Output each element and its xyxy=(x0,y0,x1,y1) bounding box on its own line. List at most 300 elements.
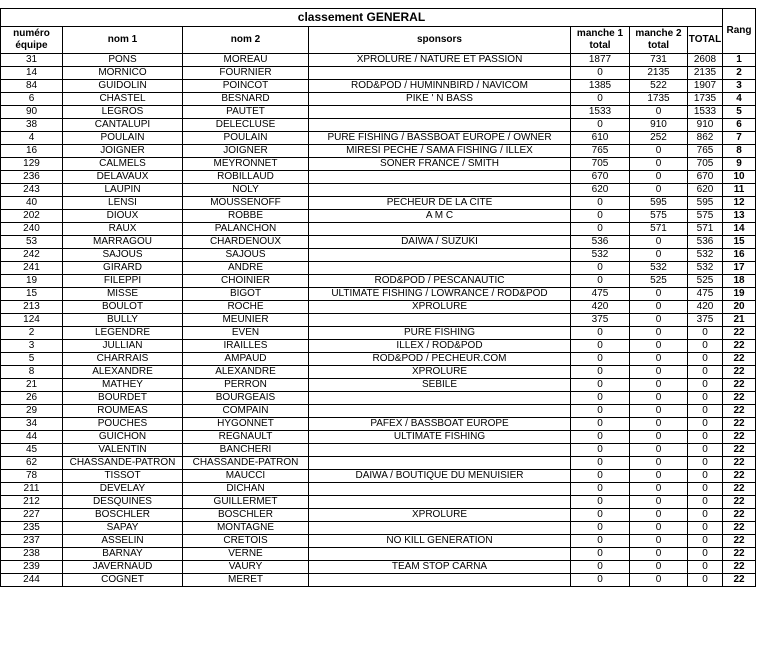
cell-nom2: BOURGEAIS xyxy=(183,392,309,405)
cell-numero: 19 xyxy=(1,275,63,288)
cell-nom1: VALENTIN xyxy=(63,444,183,457)
cell-numero: 2 xyxy=(1,327,63,340)
cell-numero: 78 xyxy=(1,470,63,483)
table-row xyxy=(1,561,756,574)
cell-rang: 2 xyxy=(723,67,756,80)
cell-sponsors: TEAM STOP CARNA xyxy=(309,561,571,574)
cell-rang: 22 xyxy=(723,405,756,418)
cell-manche2: 0 xyxy=(630,574,688,587)
cell-rang: 15 xyxy=(723,236,756,249)
cell-nom1: ROUMEAS xyxy=(63,405,183,418)
cell-rang: 22 xyxy=(723,418,756,431)
cell-nom2: GUILLERMET xyxy=(183,496,309,509)
cell-numero: 243 xyxy=(1,184,63,197)
cell-numero: 227 xyxy=(1,509,63,522)
cell-manche2: 0 xyxy=(630,327,688,340)
cell-manche1: 0 xyxy=(571,470,630,483)
cell-total: 571 xyxy=(688,223,723,236)
cell-sponsors xyxy=(309,262,571,275)
cell-sponsors: ULTIMATE FISHING / LOWRANCE / ROD&POD xyxy=(309,288,571,301)
cell-manche2: 910 xyxy=(630,119,688,132)
cell-nom2: CHASSANDE-PATRON xyxy=(183,457,309,470)
cell-sponsors: SONER FRANCE / SMITH xyxy=(309,158,571,171)
cell-nom2: ROBBE xyxy=(183,210,309,223)
col-header-total: TOTAL xyxy=(688,27,723,54)
cell-nom2: MOREAU xyxy=(183,54,309,67)
table-row xyxy=(1,145,756,158)
cell-manche2: 731 xyxy=(630,54,688,67)
cell-total: 575 xyxy=(688,210,723,223)
cell-nom2: DELECLUSE xyxy=(183,119,309,132)
table-row xyxy=(1,574,756,587)
cell-nom2: COMPAIN xyxy=(183,405,309,418)
col-header-rang: Rang xyxy=(723,9,756,54)
cell-numero: 244 xyxy=(1,574,63,587)
cell-manche2: 0 xyxy=(630,548,688,561)
cell-total: 0 xyxy=(688,379,723,392)
table-row xyxy=(1,353,756,366)
col-header-manche2-label: manche 2 total xyxy=(635,28,682,51)
cell-sponsors xyxy=(309,171,571,184)
table-row xyxy=(1,197,756,210)
cell-manche1: 765 xyxy=(571,145,630,158)
table-row xyxy=(1,327,756,340)
cell-nom1: CALMELS xyxy=(63,158,183,171)
cell-rang: 22 xyxy=(723,392,756,405)
table-row xyxy=(1,132,756,145)
cell-sponsors xyxy=(309,119,571,132)
cell-rang: 11 xyxy=(723,184,756,197)
cell-sponsors xyxy=(309,496,571,509)
table-row xyxy=(1,158,756,171)
cell-numero: 38 xyxy=(1,119,63,132)
cell-rang: 16 xyxy=(723,249,756,262)
cell-numero: 40 xyxy=(1,197,63,210)
cell-manche2: 0 xyxy=(630,171,688,184)
cell-sponsors xyxy=(309,392,571,405)
cell-rang: 22 xyxy=(723,548,756,561)
cell-nom2: BOSCHLER xyxy=(183,509,309,522)
cell-total: 0 xyxy=(688,327,723,340)
cell-numero: 5 xyxy=(1,353,63,366)
cell-total: 0 xyxy=(688,535,723,548)
cell-manche2: 0 xyxy=(630,314,688,327)
cell-numero: 26 xyxy=(1,392,63,405)
cell-numero: 129 xyxy=(1,158,63,171)
cell-manche2: 0 xyxy=(630,236,688,249)
cell-numero: 15 xyxy=(1,288,63,301)
cell-rang: 22 xyxy=(723,444,756,457)
cell-nom2: HYGONNET xyxy=(183,418,309,431)
cell-nom1: DIOUX xyxy=(63,210,183,223)
table-row xyxy=(1,314,756,327)
cell-manche1: 375 xyxy=(571,314,630,327)
cell-total: 0 xyxy=(688,431,723,444)
cell-nom2: PAUTET xyxy=(183,106,309,119)
table-row xyxy=(1,54,756,67)
cell-nom1: MISSE xyxy=(63,288,183,301)
cell-total: 536 xyxy=(688,236,723,249)
cell-numero: 212 xyxy=(1,496,63,509)
cell-total: 670 xyxy=(688,171,723,184)
cell-total: 420 xyxy=(688,301,723,314)
cell-numero: 6 xyxy=(1,93,63,106)
cell-manche1: 0 xyxy=(571,379,630,392)
cell-manche2: 0 xyxy=(630,145,688,158)
cell-sponsors: DAIWA / SUZUKI xyxy=(309,236,571,249)
table-row xyxy=(1,275,756,288)
table-row xyxy=(1,171,756,184)
cell-total: 910 xyxy=(688,119,723,132)
cell-sponsors xyxy=(309,249,571,262)
cell-manche2: 0 xyxy=(630,535,688,548)
cell-manche1: 0 xyxy=(571,405,630,418)
col-header-numero-label: numéro équipe xyxy=(13,28,50,51)
table-row xyxy=(1,496,756,509)
cell-sponsors: XPROLURE xyxy=(309,366,571,379)
cell-numero: 240 xyxy=(1,223,63,236)
cell-rang: 18 xyxy=(723,275,756,288)
cell-total: 532 xyxy=(688,249,723,262)
cell-nom2: MAUCCI xyxy=(183,470,309,483)
table-body xyxy=(1,54,756,587)
cell-nom1: LAUPIN xyxy=(63,184,183,197)
cell-nom1: ASSELIN xyxy=(63,535,183,548)
col-header-manche1 xyxy=(571,27,630,54)
cell-nom1: MATHEY xyxy=(63,379,183,392)
cell-manche2: 0 xyxy=(630,496,688,509)
cell-manche1: 0 xyxy=(571,535,630,548)
cell-rang: 8 xyxy=(723,145,756,158)
cell-sponsors: DAIWA / BOUTIQUE DU MENUISIER xyxy=(309,470,571,483)
cell-nom2: IRAILLES xyxy=(183,340,309,353)
cell-nom2: POINCOT xyxy=(183,80,309,93)
cell-numero: 4 xyxy=(1,132,63,145)
cell-manche1: 0 xyxy=(571,418,630,431)
cell-manche1: 0 xyxy=(571,197,630,210)
cell-numero: 45 xyxy=(1,444,63,457)
cell-rang: 17 xyxy=(723,262,756,275)
cell-sponsors: XPROLURE xyxy=(309,301,571,314)
cell-rang: 22 xyxy=(723,470,756,483)
table-row xyxy=(1,93,756,106)
cell-manche2: 532 xyxy=(630,262,688,275)
cell-sponsors xyxy=(309,223,571,236)
cell-manche2: 0 xyxy=(630,457,688,470)
cell-numero: 90 xyxy=(1,106,63,119)
cell-rang: 22 xyxy=(723,379,756,392)
cell-numero: 14 xyxy=(1,67,63,80)
cell-manche1: 0 xyxy=(571,353,630,366)
cell-nom2: MONTAGNE xyxy=(183,522,309,535)
cell-nom2: BIGOT xyxy=(183,288,309,301)
cell-nom2: ALEXANDRE xyxy=(183,366,309,379)
cell-manche2: 0 xyxy=(630,392,688,405)
table-row xyxy=(1,431,756,444)
cell-manche1: 0 xyxy=(571,93,630,106)
cell-nom2: NOLY xyxy=(183,184,309,197)
cell-total: 0 xyxy=(688,509,723,522)
table-row xyxy=(1,223,756,236)
cell-nom1: SAJOUS xyxy=(63,249,183,262)
cell-rang: 22 xyxy=(723,496,756,509)
cell-numero: 202 xyxy=(1,210,63,223)
cell-manche2: 522 xyxy=(630,80,688,93)
cell-nom1: MORNICO xyxy=(63,67,183,80)
table-row xyxy=(1,288,756,301)
cell-numero: 31 xyxy=(1,54,63,67)
table-row xyxy=(1,262,756,275)
cell-manche1: 536 xyxy=(571,236,630,249)
cell-nom2: JOIGNER xyxy=(183,145,309,158)
cell-sponsors xyxy=(309,314,571,327)
col-header-numero xyxy=(1,27,63,54)
table-row xyxy=(1,379,756,392)
cell-sponsors: ULTIMATE FISHING xyxy=(309,431,571,444)
cell-manche1: 0 xyxy=(571,262,630,275)
table-row xyxy=(1,444,756,457)
cell-manche1: 1533 xyxy=(571,106,630,119)
cell-sponsors: ROD&POD / PESCANAUTIC xyxy=(309,275,571,288)
cell-total: 375 xyxy=(688,314,723,327)
cell-sponsors: PURE FISHING xyxy=(309,327,571,340)
cell-nom1: GUIDOLIN xyxy=(63,80,183,93)
cell-nom1: GUICHON xyxy=(63,431,183,444)
cell-rang: 1 xyxy=(723,54,756,67)
cell-numero: 34 xyxy=(1,418,63,431)
cell-numero: 213 xyxy=(1,301,63,314)
cell-nom1: FILEPPI xyxy=(63,275,183,288)
cell-rang: 13 xyxy=(723,210,756,223)
cell-manche1: 0 xyxy=(571,327,630,340)
cell-manche1: 0 xyxy=(571,392,630,405)
cell-rang: 21 xyxy=(723,314,756,327)
cell-rang: 4 xyxy=(723,93,756,106)
cell-sponsors xyxy=(309,574,571,587)
cell-sponsors xyxy=(309,522,571,535)
cell-nom2: BESNARD xyxy=(183,93,309,106)
col-header-manche1-label: manche 1 total xyxy=(576,28,624,51)
table-row xyxy=(1,483,756,496)
cell-nom1: JULLIAN xyxy=(63,340,183,353)
cell-nom2: MEYRONNET xyxy=(183,158,309,171)
cell-nom1: LENSI xyxy=(63,197,183,210)
cell-total: 1533 xyxy=(688,106,723,119)
cell-nom1: BOURDET xyxy=(63,392,183,405)
cell-manche1: 0 xyxy=(571,431,630,444)
cell-nom2: CRETOIS xyxy=(183,535,309,548)
cell-manche1: 420 xyxy=(571,301,630,314)
cell-nom2: PALANCHON xyxy=(183,223,309,236)
cell-manche1: 0 xyxy=(571,210,630,223)
table-row xyxy=(1,392,756,405)
table-row xyxy=(1,301,756,314)
cell-sponsors: PIKE ' N BASS xyxy=(309,93,571,106)
cell-total: 620 xyxy=(688,184,723,197)
cell-manche1: 0 xyxy=(571,340,630,353)
cell-manche1: 0 xyxy=(571,496,630,509)
cell-manche1: 0 xyxy=(571,574,630,587)
cell-nom1: POULAIN xyxy=(63,132,183,145)
cell-rang: 22 xyxy=(723,483,756,496)
table-row xyxy=(1,80,756,93)
cell-nom1: RAUX xyxy=(63,223,183,236)
cell-numero: 84 xyxy=(1,80,63,93)
cell-numero: 242 xyxy=(1,249,63,262)
cell-rang: 22 xyxy=(723,509,756,522)
cell-manche1: 705 xyxy=(571,158,630,171)
cell-manche2: 0 xyxy=(630,444,688,457)
cell-rang: 20 xyxy=(723,301,756,314)
table-row xyxy=(1,236,756,249)
cell-total: 0 xyxy=(688,340,723,353)
cell-nom1: JAVERNAUD xyxy=(63,561,183,574)
cell-nom1: CANTALUPI xyxy=(63,119,183,132)
cell-manche2: 0 xyxy=(630,431,688,444)
cell-sponsors: PECHEUR DE LA CITE xyxy=(309,197,571,210)
cell-nom2: REGNAULT xyxy=(183,431,309,444)
cell-nom2: PERRON xyxy=(183,379,309,392)
cell-rang: 22 xyxy=(723,522,756,535)
cell-sponsors xyxy=(309,67,571,80)
cell-numero: 238 xyxy=(1,548,63,561)
cell-nom2: DICHAN xyxy=(183,483,309,496)
cell-manche2: 252 xyxy=(630,132,688,145)
cell-manche2: 0 xyxy=(630,366,688,379)
cell-total: 1735 xyxy=(688,93,723,106)
cell-nom2: AMPAUD xyxy=(183,353,309,366)
cell-manche2: 0 xyxy=(630,288,688,301)
table-row xyxy=(1,119,756,132)
cell-rang: 19 xyxy=(723,288,756,301)
cell-total: 2608 xyxy=(688,54,723,67)
cell-total: 532 xyxy=(688,262,723,275)
cell-total: 0 xyxy=(688,574,723,587)
table-row xyxy=(1,509,756,522)
col-header-sponsors: sponsors xyxy=(309,27,571,54)
table-row xyxy=(1,548,756,561)
cell-nom1: BULLY xyxy=(63,314,183,327)
cell-nom2: SAJOUS xyxy=(183,249,309,262)
cell-sponsors: ILLEX / ROD&POD xyxy=(309,340,571,353)
cell-manche1: 0 xyxy=(571,548,630,561)
cell-total: 1907 xyxy=(688,80,723,93)
cell-manche2: 2135 xyxy=(630,67,688,80)
cell-manche2: 0 xyxy=(630,522,688,535)
cell-rang: 22 xyxy=(723,340,756,353)
cell-manche2: 0 xyxy=(630,509,688,522)
cell-nom1: JOIGNER xyxy=(63,145,183,158)
cell-nom1: GIRARD xyxy=(63,262,183,275)
cell-rang: 10 xyxy=(723,171,756,184)
cell-rang: 22 xyxy=(723,327,756,340)
cell-nom1: DESQUINES xyxy=(63,496,183,509)
cell-rang: 5 xyxy=(723,106,756,119)
cell-sponsors xyxy=(309,457,571,470)
cell-manche2: 0 xyxy=(630,106,688,119)
cell-total: 0 xyxy=(688,366,723,379)
cell-manche1: 0 xyxy=(571,522,630,535)
cell-nom1: MARRAGOU xyxy=(63,236,183,249)
cell-numero: 3 xyxy=(1,340,63,353)
cell-nom2: CHOINIER xyxy=(183,275,309,288)
cell-numero: 239 xyxy=(1,561,63,574)
cell-total: 0 xyxy=(688,444,723,457)
cell-nom1: DEVELAY xyxy=(63,483,183,496)
cell-manche1: 1877 xyxy=(571,54,630,67)
col-header-manche2 xyxy=(630,27,688,54)
table-row xyxy=(1,106,756,119)
table-title: classement GENERAL xyxy=(1,9,723,27)
cell-nom2: FOURNIER xyxy=(183,67,309,80)
cell-manche2: 575 xyxy=(630,210,688,223)
cell-manche1: 0 xyxy=(571,366,630,379)
cell-total: 705 xyxy=(688,158,723,171)
cell-manche1: 0 xyxy=(571,561,630,574)
cell-total: 765 xyxy=(688,145,723,158)
table-row xyxy=(1,522,756,535)
cell-numero: 236 xyxy=(1,171,63,184)
table-row xyxy=(1,418,756,431)
cell-nom1: CHARRAIS xyxy=(63,353,183,366)
cell-sponsors: PAFEX / BASSBOAT EUROPE xyxy=(309,418,571,431)
cell-nom1: CHASSANDE-PATRON xyxy=(63,457,183,470)
cell-numero: 8 xyxy=(1,366,63,379)
table-row xyxy=(1,405,756,418)
cell-nom2: EVEN xyxy=(183,327,309,340)
cell-numero: 29 xyxy=(1,405,63,418)
cell-sponsors xyxy=(309,483,571,496)
cell-total: 0 xyxy=(688,418,723,431)
cell-total: 0 xyxy=(688,405,723,418)
cell-nom2: ROCHE xyxy=(183,301,309,314)
cell-numero: 124 xyxy=(1,314,63,327)
cell-rang: 14 xyxy=(723,223,756,236)
cell-manche2: 0 xyxy=(630,249,688,262)
cell-manche2: 0 xyxy=(630,470,688,483)
cell-sponsors: ROD&POD / HUMINNBIRD / NAVICOM xyxy=(309,80,571,93)
cell-total: 525 xyxy=(688,275,723,288)
col-header-nom2: nom 2 xyxy=(183,27,309,54)
cell-manche2: 0 xyxy=(630,405,688,418)
cell-manche2: 0 xyxy=(630,340,688,353)
cell-rang: 22 xyxy=(723,366,756,379)
cell-numero: 241 xyxy=(1,262,63,275)
cell-sponsors: SEBILE xyxy=(309,379,571,392)
cell-sponsors xyxy=(309,106,571,119)
cell-total: 0 xyxy=(688,496,723,509)
cell-rang: 22 xyxy=(723,457,756,470)
cell-manche2: 0 xyxy=(630,483,688,496)
cell-nom1: COGNET xyxy=(63,574,183,587)
cell-manche1: 0 xyxy=(571,483,630,496)
cell-rang: 22 xyxy=(723,431,756,444)
cell-nom2: MEUNIER xyxy=(183,314,309,327)
cell-numero: 21 xyxy=(1,379,63,392)
cell-nom2: BANCHERI xyxy=(183,444,309,457)
col-header-nom1: nom 1 xyxy=(63,27,183,54)
cell-sponsors: XPROLURE xyxy=(309,509,571,522)
cell-numero: 211 xyxy=(1,483,63,496)
cell-rang: 6 xyxy=(723,119,756,132)
cell-total: 0 xyxy=(688,522,723,535)
cell-manche2: 0 xyxy=(630,158,688,171)
cell-rang: 9 xyxy=(723,158,756,171)
cell-manche1: 0 xyxy=(571,119,630,132)
cell-nom2: CHARDENOUX xyxy=(183,236,309,249)
cell-sponsors xyxy=(309,405,571,418)
cell-manche1: 0 xyxy=(571,67,630,80)
